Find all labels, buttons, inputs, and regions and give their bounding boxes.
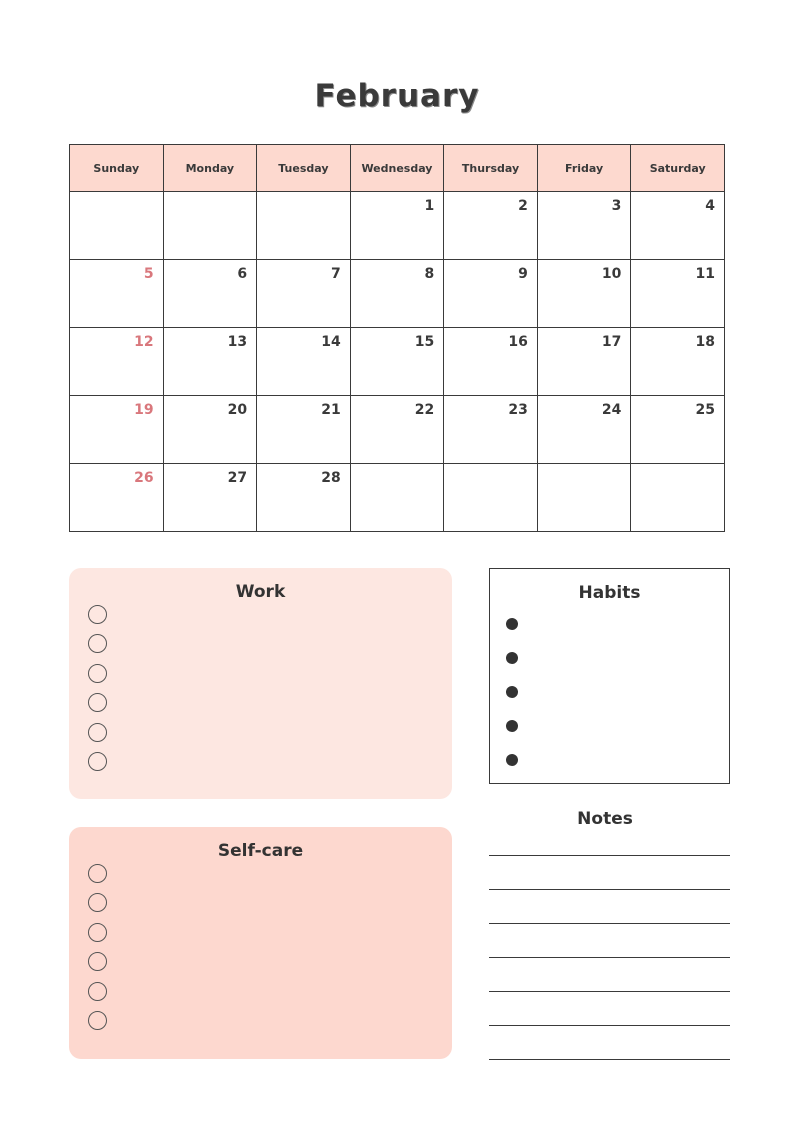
work-checklist: [88, 605, 107, 781]
day-cell[interactable]: [163, 192, 257, 260]
day-cell[interactable]: [537, 464, 631, 532]
day-cell[interactable]: 13: [163, 328, 257, 396]
selfcare-title: Self-care: [217, 841, 304, 861]
day-cell[interactable]: 19: [70, 396, 164, 464]
notes-lines: [489, 855, 730, 1093]
habits-title: Habits: [578, 583, 641, 603]
day-cell[interactable]: 11: [631, 260, 725, 328]
day-cell[interactable]: 4: [631, 192, 725, 260]
day-cell[interactable]: 5: [70, 260, 164, 328]
note-line[interactable]: [489, 889, 730, 890]
weekday-wednesday: Wednesday: [350, 145, 444, 192]
weekday-monday: Monday: [163, 145, 257, 192]
selfcare-checkbox[interactable]: [88, 923, 107, 942]
day-cell[interactable]: 24: [537, 396, 631, 464]
calendar-week: [70, 260, 725, 328]
day-cell[interactable]: 15: [350, 328, 444, 396]
calendar-week: [70, 396, 725, 464]
work-checkbox[interactable]: [88, 723, 107, 742]
selfcare-checklist: [88, 864, 107, 1040]
habit-bullet-icon: [506, 618, 518, 630]
weekday-tuesday: Tuesday: [257, 145, 351, 192]
note-line[interactable]: [489, 923, 730, 924]
work-checkbox[interactable]: [88, 634, 107, 653]
calendar-week: [70, 464, 725, 532]
habit-bullet-icon: [506, 652, 518, 664]
day-cell[interactable]: 25: [631, 396, 725, 464]
day-cell[interactable]: 28: [257, 464, 351, 532]
habit-bullet-icon: [506, 720, 518, 732]
note-line[interactable]: [489, 1025, 730, 1026]
habit-bullet-icon: [506, 754, 518, 766]
day-cell[interactable]: 6: [163, 260, 257, 328]
notes-title: Notes: [577, 809, 633, 829]
day-cell[interactable]: 3: [537, 192, 631, 260]
weekday-saturday: Saturday: [631, 145, 725, 192]
day-cell[interactable]: 1: [350, 192, 444, 260]
day-cell[interactable]: 2: [444, 192, 538, 260]
work-checkbox[interactable]: [88, 605, 107, 624]
work-section: [69, 568, 452, 799]
work-checkbox[interactable]: [88, 752, 107, 771]
day-cell[interactable]: 16: [444, 328, 538, 396]
day-cell[interactable]: 18: [631, 328, 725, 396]
day-cell[interactable]: 21: [257, 396, 351, 464]
calendar-week: [70, 192, 725, 260]
work-checkbox[interactable]: [88, 664, 107, 683]
note-line[interactable]: [489, 991, 730, 992]
day-cell[interactable]: 22: [350, 396, 444, 464]
page-title: February: [314, 78, 480, 114]
day-cell[interactable]: 23: [444, 396, 538, 464]
selfcare-checkbox[interactable]: [88, 893, 107, 912]
weekday-thursday: Thursday: [444, 145, 538, 192]
selfcare-checkbox[interactable]: [88, 864, 107, 883]
habit-bullet-icon: [506, 686, 518, 698]
selfcare-checkbox[interactable]: [88, 982, 107, 1001]
selfcare-checkbox[interactable]: [88, 952, 107, 971]
day-cell[interactable]: 10: [537, 260, 631, 328]
day-cell[interactable]: 20: [163, 396, 257, 464]
weekday-friday: Friday: [537, 145, 631, 192]
work-title: Work: [235, 582, 286, 602]
habits-section: [489, 568, 730, 784]
day-cell[interactable]: 27: [163, 464, 257, 532]
day-cell[interactable]: [350, 464, 444, 532]
calendar-week: [70, 328, 725, 396]
selfcare-checkbox[interactable]: [88, 1011, 107, 1030]
day-cell[interactable]: 8: [350, 260, 444, 328]
day-cell[interactable]: 7: [257, 260, 351, 328]
note-line[interactable]: [489, 1059, 730, 1060]
day-cell[interactable]: 17: [537, 328, 631, 396]
day-cell[interactable]: [444, 464, 538, 532]
selfcare-section: [69, 827, 452, 1059]
day-cell[interactable]: [257, 192, 351, 260]
work-checkbox[interactable]: [88, 693, 107, 712]
day-cell[interactable]: 12: [70, 328, 164, 396]
day-cell[interactable]: 26: [70, 464, 164, 532]
day-cell[interactable]: 14: [257, 328, 351, 396]
weekday-header-row: [70, 145, 725, 192]
habits-list: [506, 618, 518, 788]
calendar-grid: [69, 144, 725, 532]
day-cell[interactable]: [70, 192, 164, 260]
note-line[interactable]: [489, 957, 730, 958]
note-line[interactable]: [489, 855, 730, 856]
day-cell[interactable]: 9: [444, 260, 538, 328]
weekday-sunday: Sunday: [70, 145, 164, 192]
day-cell[interactable]: [631, 464, 725, 532]
